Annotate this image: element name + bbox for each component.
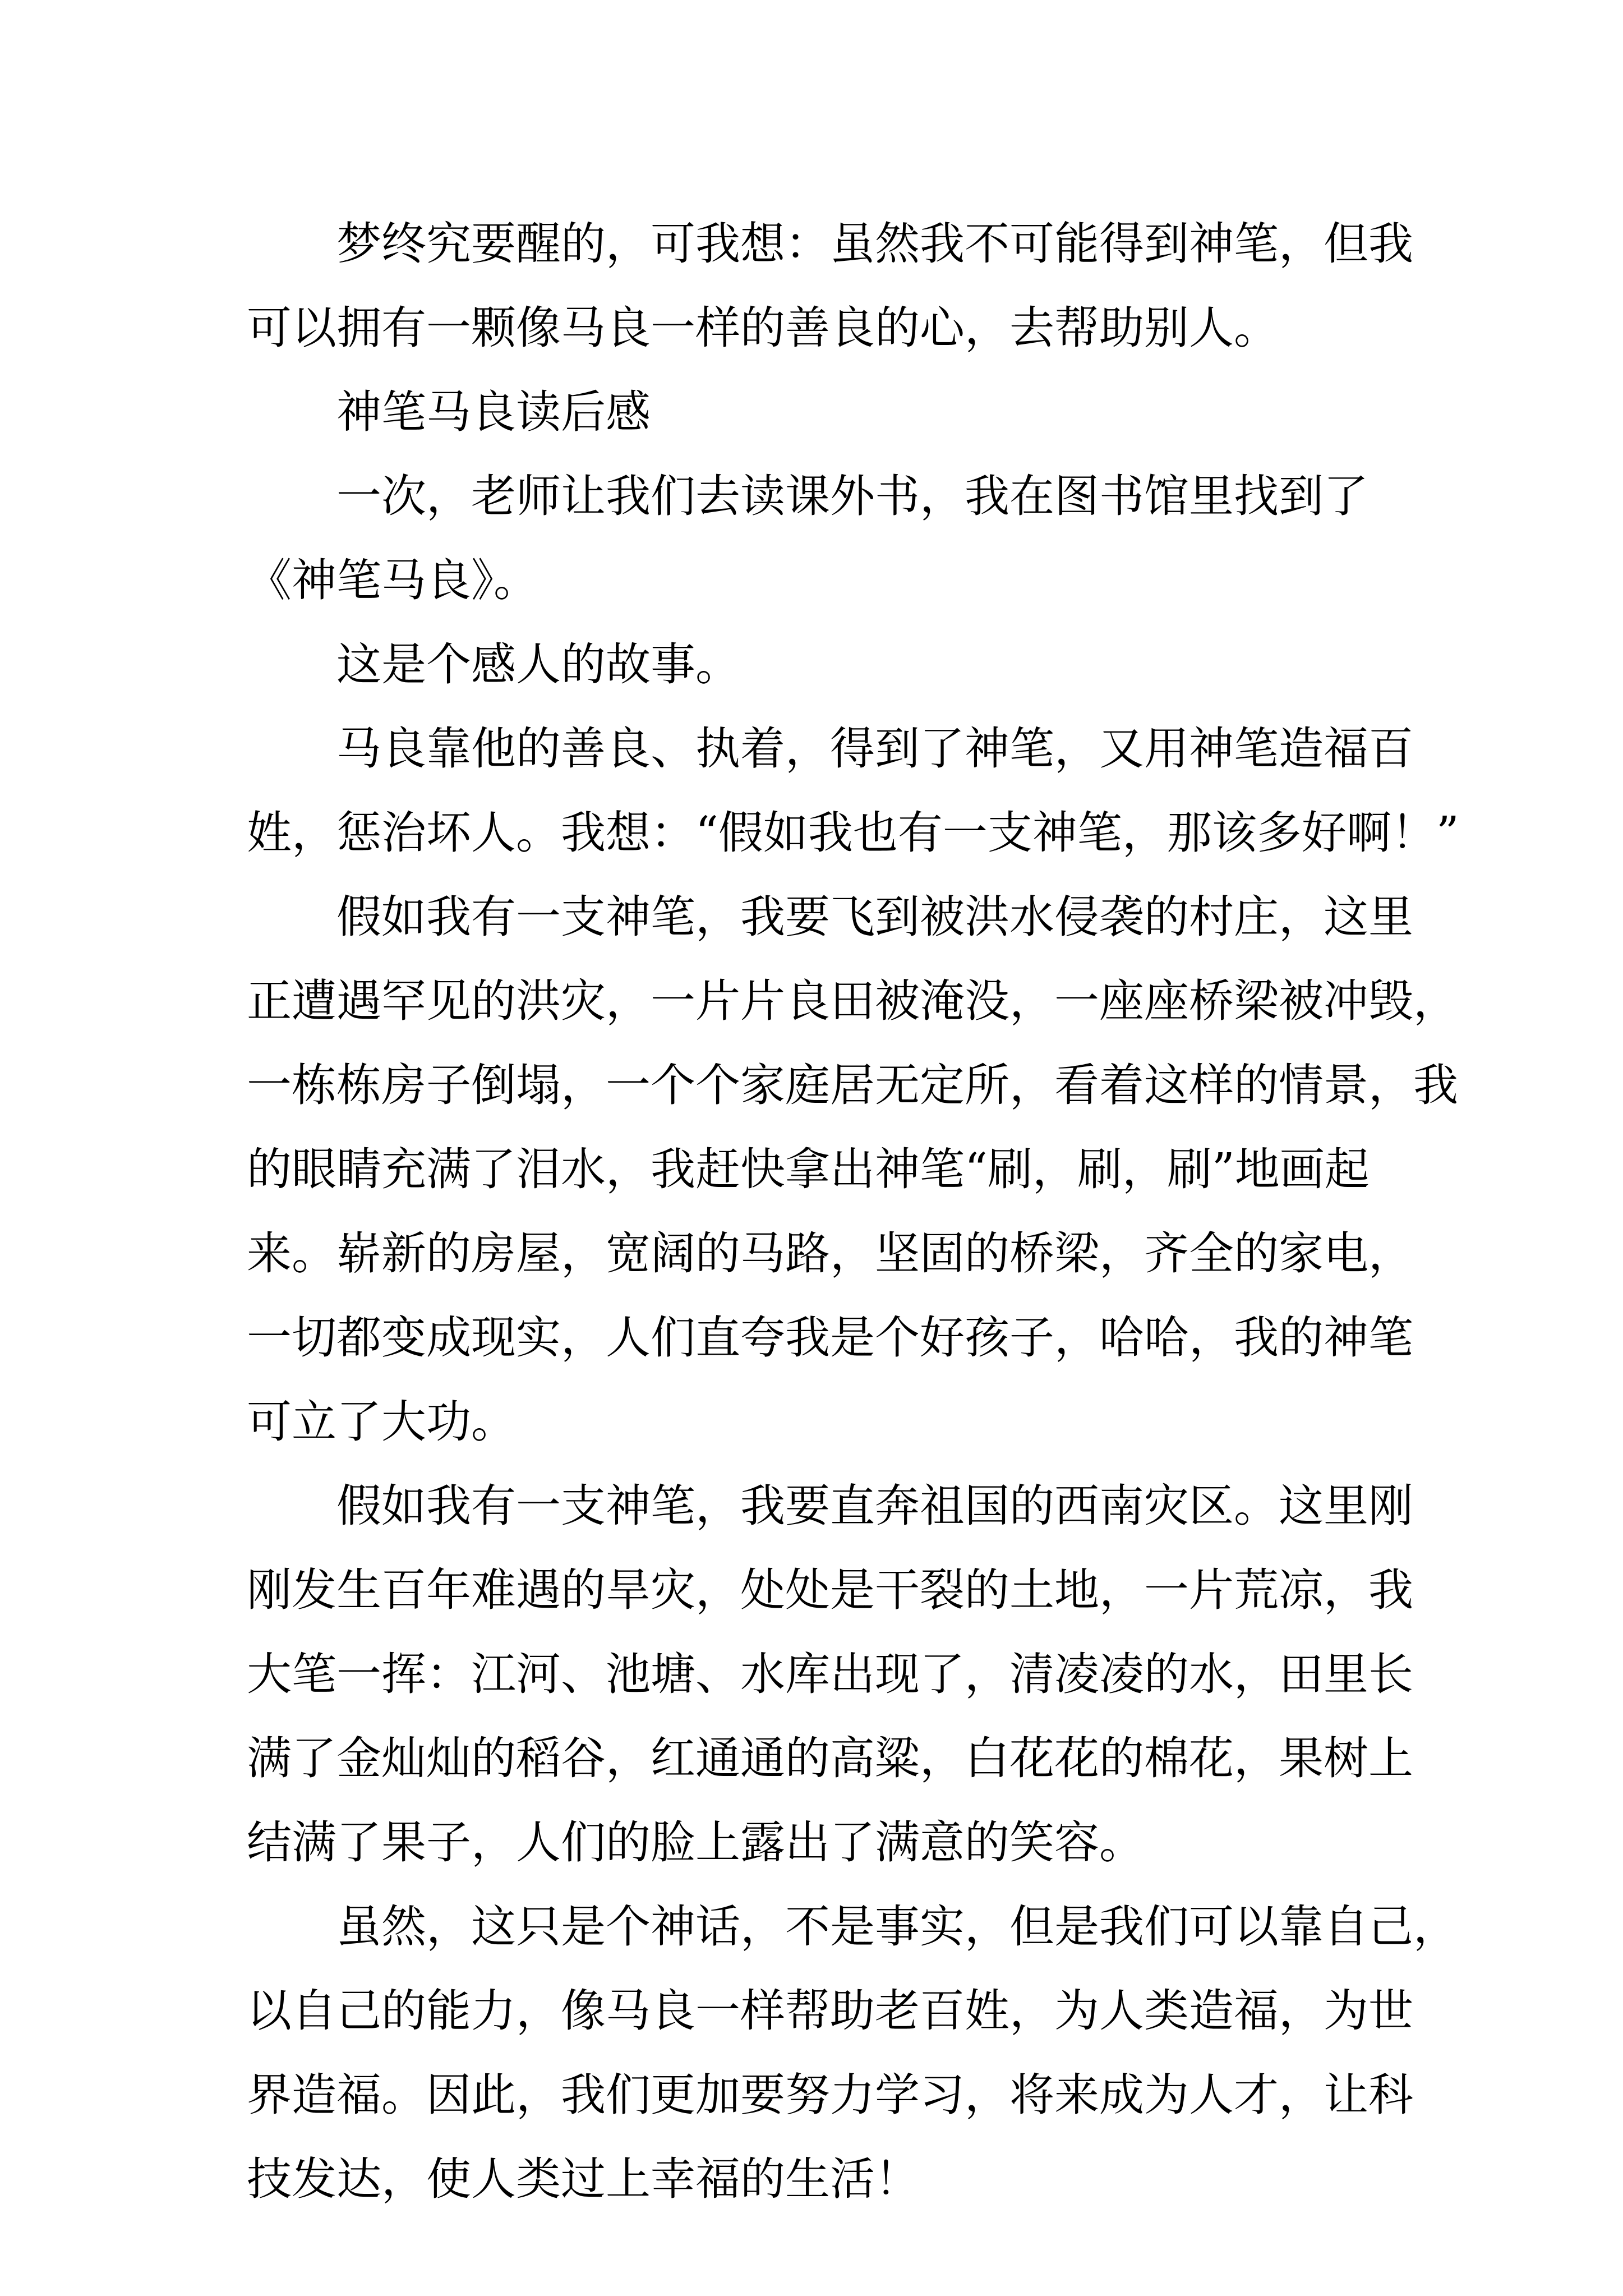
text-line: 刚发生百年难遇的旱灾，处处是干裂的土地，一片荒凉，我 — [247, 1564, 1413, 1616]
text-line: 可立了大功。 — [247, 1396, 516, 1448]
text-line: 正遭遇罕见的洪灾，一片片良田被淹没，一座座桥梁被冲毁， — [247, 975, 1458, 1027]
text-line: 满了金灿灿的稻谷，红通通的高粱，白花花的棉花，果树上 — [247, 1732, 1413, 1784]
text-line: 一切都变成现实，人们直夸我是个好孩子，哈哈，我的神笔 — [247, 1312, 1413, 1364]
article-title: 神笔马良读后感 — [247, 386, 651, 438]
text-line: 梦终究要醒的，可我想：虽然我不可能得到神笔，但我 — [247, 218, 1413, 270]
article-body — [247, 202, 1459, 2221]
text-line: 马良靠他的善良、执着，得到了神笔，又用神笔造福百 — [247, 723, 1413, 775]
text-line: 假如我有一支神笔，我要飞到被洪水侵袭的村庄，这里 — [247, 891, 1413, 943]
text-line: 《神笔马良》。 — [247, 554, 538, 606]
text-line: 假如我有一支神笔，我要直奔祖国的西南灾区。这里刚 — [247, 1480, 1413, 1532]
text-line: 这是个感人的故事。 — [247, 638, 740, 691]
text-line: 技发达，使人类过上幸福的生活！ — [247, 2153, 920, 2205]
text-line: 界造福。因此，我们更加要努力学习，将来成为人才，让科 — [247, 2069, 1413, 2121]
text-line: 一栋栋房子倒塌，一个个家庭居无定所，看着这样的情景，我 — [247, 1059, 1458, 1111]
text-line: 来。崭新的房屋，宽阔的马路，坚固的桥梁，齐全的家电， — [247, 1227, 1413, 1280]
text-line: 可以拥有一颗像马良一样的善良的心，去帮助别人。 — [247, 302, 1279, 354]
text-line: 大笔一挥：江河、池塘、水库出现了，清凌凌的水，田里长 — [247, 1648, 1413, 1700]
text-line: 的眼睛充满了泪水，我赶快拿出神笔“刷，刷，刷”地画起 — [247, 1143, 1370, 1195]
text-line: 以自己的能力，像马良一样帮助老百姓，为人类造福，为世 — [247, 1985, 1413, 2037]
text-line: 姓，惩治坏人。我想：“假如我也有一支神笔，那该多好啊！” — [247, 807, 1459, 859]
text-line: 虽然，这只是个神话，不是事实，但是我们可以靠自己， — [247, 1901, 1458, 1953]
text-line: 一次，老师让我们去读课外书，我在图书馆里找到了 — [247, 470, 1368, 522]
text-line: 结满了果子，人们的脸上露出了满意的笑容。 — [247, 1816, 1144, 1869]
